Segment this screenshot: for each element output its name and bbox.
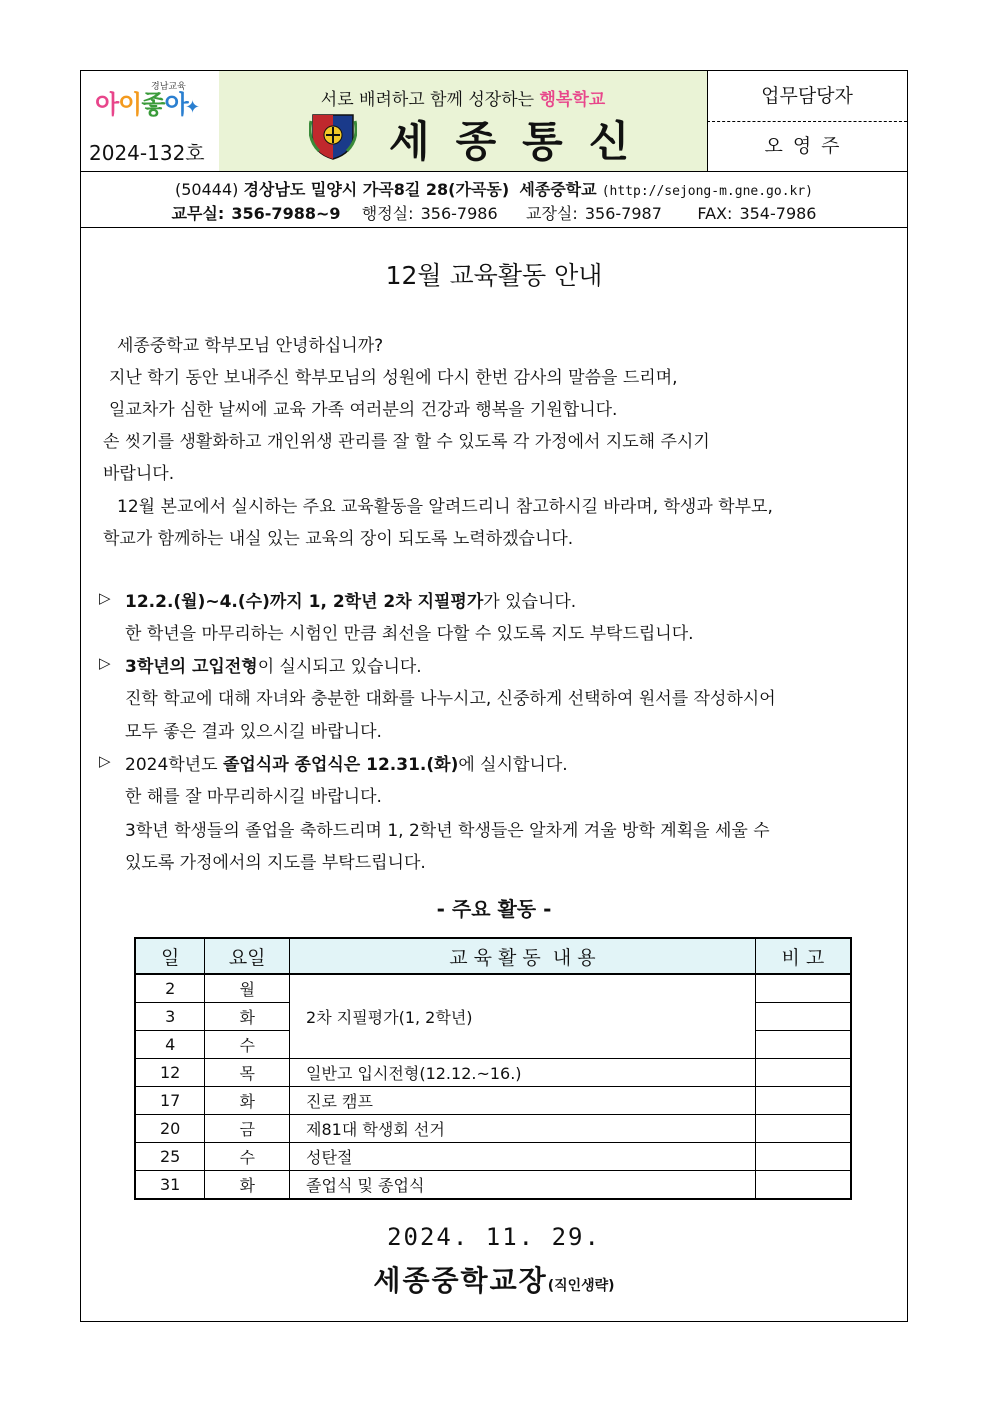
- col-day: 일: [135, 938, 205, 974]
- table-row: 25 수 성탄절: [135, 1143, 851, 1171]
- intro-line: 일교차가 심한 날씨에 교육 가족 여러분의 건강과 행복을 기원합니다.: [109, 400, 618, 420]
- note-cell: [755, 1171, 851, 1200]
- schedule-title: - 주요 활동 -: [436, 897, 552, 921]
- newsletter-title: 세종통신: [389, 117, 656, 166]
- item-3-detail: 3학년 학생들의 졸업을 축하드리며 1, 2학년 학생들은 알차게 겨울 방학 계획을 세울 수: [125, 821, 770, 841]
- item-1-detail: 한 학년을 마무리하는 시험인 만큼 최선을 다할 수 있도록 지도 부탁드립니다.: [125, 624, 694, 644]
- address-line: (50444) 경상남도 밀양시 가곡8길 28(가곡동) 세종중학교 (http://sejong-m.gne.go.kr): [174, 180, 814, 199]
- phone-line: 교무실: 356-7988~9 행정실: 356-7986 교장실: 356-7987 FAX: 354-7986: [171, 204, 817, 223]
- item-2: 3학년의 고입전형이 실시되고 있습니다.: [125, 657, 422, 677]
- newsletter-frame: [80, 70, 908, 1322]
- note-cell: [755, 1031, 851, 1059]
- note-cell: [755, 1087, 851, 1115]
- table-row: 31 화 졸업식 및 종업식: [135, 1171, 851, 1200]
- item-2-detail: 진학 학교에 대해 자녀와 충분한 대화를 나누시고, 신중하게 선택하여 원서를 작성하시어: [125, 689, 776, 709]
- col-weekday: 요일: [205, 938, 290, 974]
- logo-sub: 경남교육: [151, 82, 186, 92]
- school-url[interactable]: (http://sejong-m.gne.go.kr): [601, 184, 814, 199]
- triangle-bullet-icon: ▷: [99, 589, 111, 607]
- document-title: 12월 교육활동 안내: [385, 261, 603, 290]
- table-row: 4 수: [135, 1031, 851, 1059]
- intro-line: 학교가 함께하는 내실 있는 교육의 장이 되도록 노력하겠습니다.: [103, 529, 574, 549]
- logo-swirl-icon: ✦: [185, 97, 201, 118]
- slogan: 서로 배려하고 함께 성장하는 행복학교: [320, 90, 606, 110]
- address-block: [81, 171, 907, 228]
- manager-label: 업무담당자: [707, 71, 907, 122]
- item-3: 2024학년도 졸업식과 종업식은 12.31.(화)에 실시합니다.: [125, 755, 568, 775]
- issue-number: 2024-132호: [89, 141, 205, 165]
- intro-line: 바랍니다.: [103, 464, 175, 484]
- activity-cell: 일반고 입시전형(12.12.~16.): [290, 1059, 756, 1087]
- header: [81, 71, 907, 172]
- note-cell: [755, 1059, 851, 1087]
- col-note: 비 고: [755, 938, 851, 974]
- school-emblem-icon: [309, 111, 357, 161]
- item-2-detail: 모두 좋은 결과 있으시길 바랍니다.: [125, 722, 382, 742]
- note-cell: [755, 1003, 851, 1031]
- activity-cell: 2차 지필평가(1, 2학년): [290, 974, 756, 1059]
- table-header-row: [135, 938, 851, 974]
- item-3-detail: 있도록 가정에서의 지도를 부탁드립니다.: [125, 853, 426, 873]
- item-3-detail: 한 해를 잘 마무리하시길 바랍니다.: [125, 787, 382, 807]
- activity-cell: 진로 캠프: [290, 1087, 756, 1115]
- intro-line: 지난 학기 동안 보내주신 학부모님의 성원에 다시 한번 감사의 말씀을 드리며,: [109, 368, 678, 388]
- item-1: 12.2.(월)~4.(수)까지 1, 2학년 2차 지필평가가 있습니다.: [125, 592, 577, 612]
- note-cell: [755, 974, 851, 1003]
- title-cell: [219, 71, 708, 171]
- note-cell: [755, 1143, 851, 1171]
- schedule-table: [134, 937, 852, 1200]
- logo-text: 아이좋아: [95, 90, 188, 119]
- activity-cell: 성탄절: [290, 1143, 756, 1171]
- note-cell: [755, 1115, 851, 1143]
- issue-date: 2024. 11. 29.: [387, 1223, 601, 1251]
- table-row: 20 금 제81대 학생회 선거: [135, 1115, 851, 1143]
- table-row: 3 화: [135, 1003, 851, 1031]
- signature-line: 세종중학교장(직인생략): [373, 1264, 615, 1297]
- intro-line: 세종중학교 학부모님 안녕하십니까?: [117, 336, 384, 356]
- table-row: 2 월 2차 지필평가(1, 2학년): [135, 974, 851, 1003]
- manager-name: 오영주: [764, 135, 850, 157]
- intro-line: 손 씻기를 생활화하고 개인위생 관리를 잘 할 수 있도록 각 가정에서 지도해 주시기: [103, 432, 710, 452]
- activity-cell: 졸업식 및 종업식: [290, 1171, 756, 1200]
- activity-cell: 제81대 학생회 선거: [290, 1115, 756, 1143]
- table-row: 17 화 진로 캠프: [135, 1087, 851, 1115]
- intro-line: 12월 본교에서 실시하는 주요 교육활동을 알려드리니 참고하시길 바라며, 학생과 학부모,: [117, 497, 773, 517]
- triangle-bullet-icon: ▷: [99, 752, 111, 770]
- logo-cell: [81, 71, 220, 171]
- table-row: 12 목 일반고 입시전형(12.12.~16.): [135, 1059, 851, 1087]
- col-content: 교 육 활 동 내 용: [290, 938, 756, 974]
- triangle-bullet-icon: ▷: [99, 654, 111, 672]
